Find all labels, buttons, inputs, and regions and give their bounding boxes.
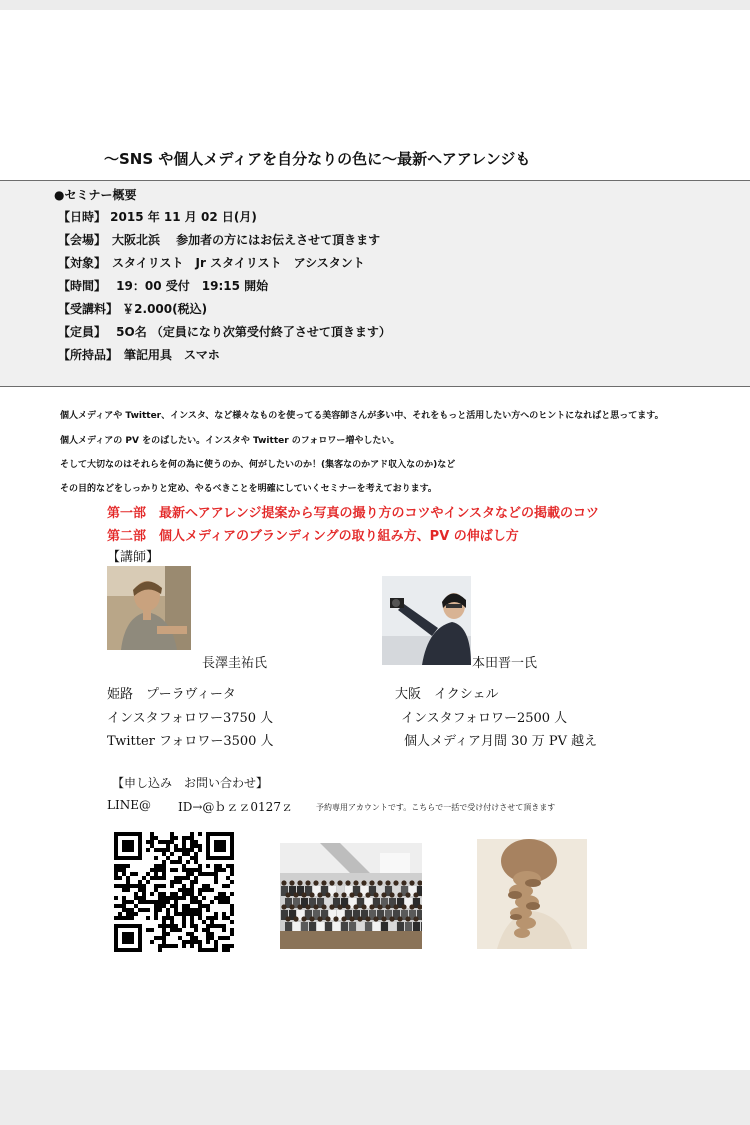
contact-label: 【申し込み お問い合わせ】	[112, 776, 269, 790]
overview-venue: 【会場】 大阪北浜 参加者の方にはお伝えさせて頂きます	[58, 233, 381, 247]
hair-arrangement-photo	[477, 839, 587, 949]
overview-belongings: 【所持品】 筆記用具 スマホ	[58, 348, 220, 362]
lecturer-info-line: 大阪 イクシェル	[395, 687, 499, 702]
lecturer-info-line: 姫路 プーラヴィータ	[107, 687, 236, 702]
seminar-group-photo	[280, 843, 422, 949]
description-line: 個人メディアの PV をのばしたい。インスタや Twitter のフォロワー増やしたい。	[60, 436, 400, 446]
line-qr-code[interactable]	[114, 832, 234, 952]
description-line: そして大切なのはそれらを何の為に使うのか、何がしたいのか！(集客なのかアド収入なのか)など	[60, 460, 456, 470]
overview-date: 【日時】 2015 年 11 月 02 日(月)	[58, 210, 257, 224]
lecturer-info-line: Twitter フォロワー3500 人	[107, 734, 274, 749]
overview-time: 【時間】 19：00 受付 19:15 開始	[58, 279, 269, 293]
part-two: 第二部 個人メディアのブランディングの取り組み方、PV の伸ばし方	[107, 529, 519, 544]
lecturer-name-nagasawa: 長澤圭祐氏	[202, 656, 268, 671]
lecturer-info-line: 個人メディア月間 30 万 PV 越え	[404, 734, 598, 749]
lecturer-photo-honda	[382, 576, 471, 665]
part-one: 第一部 最新ヘアアレンジ提案から写真の撮り方のコツやインスタなどの掲載のコツ	[107, 506, 600, 521]
seminar-overview	[0, 180, 750, 387]
line-label: LINE@	[107, 798, 151, 812]
lecturer-info-line: インスタフォロワー3750 人	[107, 711, 274, 726]
headline: ～SNS や個人メディアを自分なりの色に～最新ヘアアレンジも	[104, 150, 531, 168]
overview-target: 【対象】 スタイリスト Jr スタイリスト アシスタント	[58, 256, 365, 270]
flyer-page	[0, 10, 750, 1070]
overview-capacity: 【定員】 5O名 （定員になり次第受付終了させて頂きます）	[58, 325, 391, 339]
lecturer-name-honda: 本田晋一氏	[472, 656, 538, 671]
description-line: その目的などをしっかりと定め、やるべきことを明確にしていくセミナーを考えております。	[60, 484, 437, 494]
line-id: ID→@ｂｚｚ0127ｚ	[178, 800, 293, 814]
description-line: 個人メディアや Twitter、インスタ、など様々なものを使ってる美容師さんが多い中、それをもっと活用したい方へのヒントになればと思ってます。	[60, 411, 664, 421]
contact-note: 予約専用アカウントです。こちらで一括で受け付けさせて頂きます	[316, 803, 556, 812]
overview-title: ●セミナー概要	[54, 188, 137, 202]
lecturer-label: 【講師】	[107, 550, 160, 565]
lecturer-info-line: インスタフォロワー2500 人	[401, 711, 568, 726]
overview-fee: 【受講料】 ￥2.000(税込)	[58, 302, 208, 316]
lecturer-photo-nagasawa	[107, 566, 191, 650]
